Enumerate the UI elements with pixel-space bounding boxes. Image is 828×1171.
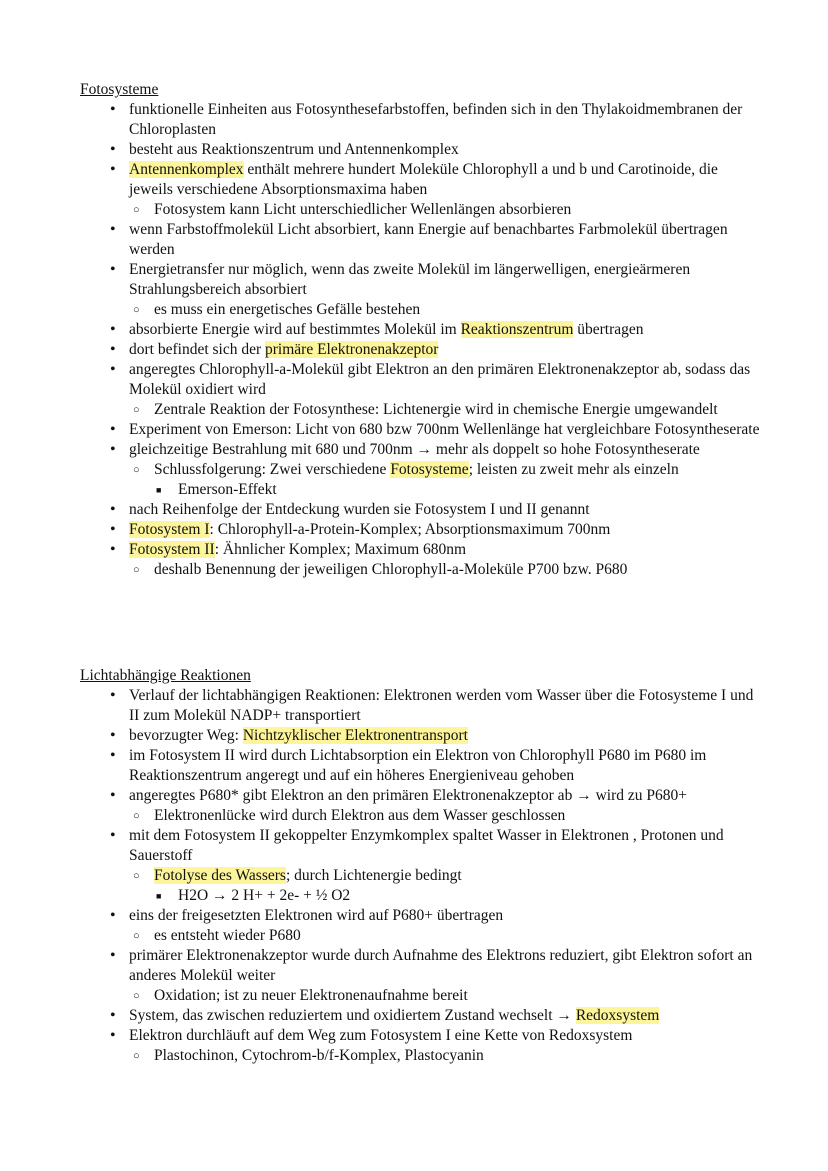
bullet-marker: •	[110, 341, 116, 358]
bullet-marker: •	[110, 361, 116, 378]
bullet-marker: •	[110, 161, 116, 178]
item-text: im Fotosystem II wird durch Lichtabsorption ein Elektron von Chlorophyll P680 im P680 im Reaktionszentrum angeregt und auf ein höheres Energieniveau gehoben	[129, 747, 707, 784]
section-heading: Lichtabhängige Reaktionen	[80, 667, 251, 684]
bullet-marker: •	[110, 1007, 116, 1024]
list-item	[80, 440, 760, 460]
list-item	[80, 726, 760, 746]
bullet-marker: •	[110, 947, 116, 964]
highlighted-term: Fotosystem II	[129, 541, 215, 558]
bullet-marker: ○	[133, 404, 140, 416]
bullet-marker: •	[110, 907, 116, 924]
bullet-marker: ○	[133, 990, 140, 1002]
item-text: Schlussfolgerung: Zwei verschiedene	[154, 461, 391, 478]
bullet-list	[80, 100, 760, 580]
bullet-marker: •	[110, 541, 116, 558]
bullet-marker: •	[110, 787, 116, 804]
bullet-marker: •	[110, 441, 116, 458]
section-heading: Fotosysteme	[80, 81, 159, 98]
bullet-marker: •	[110, 1027, 116, 1044]
bullet-marker: •	[110, 141, 116, 158]
bullet-marker: •	[110, 221, 116, 238]
item-text: Verlauf der lichtabhängigen Reaktionen: Elektronen werden vom Wasser über die Fotosysteme I und II zum Molekül NADP+ transportiert	[129, 687, 754, 724]
item-text: Experiment von Emerson: Licht von 680 bzw 700nm Wellenlänge hat vergleichbare Fotosyntheserate	[129, 421, 760, 438]
bullet-marker: ○	[133, 304, 140, 316]
highlighted-term: Antennenkomplex	[129, 161, 244, 178]
item-text: nach Reihenfolge der Entdeckung wurden sie Fotosystem I und II genannt	[129, 501, 590, 518]
item-text: ; leisten zu zweit mehr als einzeln	[468, 461, 679, 478]
bullet-marker: •	[110, 501, 116, 518]
list-item	[80, 340, 760, 360]
bullet-marker: •	[110, 747, 116, 764]
list-item	[80, 480, 760, 500]
highlighted-term: Fotosystem I	[129, 521, 210, 538]
item-text: primärer Elektronenakzeptor wurde durch Aufnahme des Elektrons reduziert, gibt Elektron sofort an anderes Molekül weiter	[129, 947, 753, 984]
list-item	[80, 806, 760, 826]
item-text: es entsteht wieder P680	[154, 927, 301, 944]
list-item	[80, 300, 760, 320]
item-text: Fotosystem kann Licht unterschiedlicher Wellenlängen absorbieren	[154, 201, 572, 218]
list-item	[80, 886, 760, 906]
bullet-marker: ○	[133, 564, 140, 576]
list-item	[80, 786, 760, 806]
list-item	[80, 1026, 760, 1046]
list-item	[80, 906, 760, 926]
list-item	[80, 926, 760, 946]
item-text: Zentrale Reaktion der Fotosynthese: Lichtenergie wird in chemische Energie umgewandelt	[154, 401, 718, 418]
list-item	[80, 746, 760, 786]
bullet-marker: ○	[133, 204, 140, 216]
item-text: Energietransfer nur möglich, wenn das zweite Molekül im längerwelligen, energieärmeren Strahlungsbereich absorbiert	[129, 261, 691, 298]
bullet-marker: ■	[156, 485, 162, 495]
item-text: funktionelle Einheiten aus Fotosynthesefarbstoffen, befinden sich in den Thylakoidmembranen der Chloroplasten	[129, 101, 743, 138]
bullet-marker: ○	[133, 870, 140, 882]
item-text: : Chlorophyll-a-Protein-Komplex; Absorptionsmaximum 700nm	[209, 521, 611, 538]
item-text: System, das zwischen reduziertem und oxidiertem Zustand wechselt →	[129, 1007, 576, 1024]
bullet-marker: ■	[156, 891, 162, 901]
highlighted-term: Fotosysteme	[390, 461, 469, 478]
list-item	[80, 220, 760, 260]
list-item	[80, 500, 760, 520]
bullet-marker: •	[110, 521, 116, 538]
item-text: Elektron durchläuft auf dem Weg zum Fotosystem I eine Kette von Redoxsystem	[129, 1027, 633, 1044]
item-text: Plastochinon, Cytochrom-b/f-Komplex, Plastocyanin	[154, 1047, 484, 1064]
list-item	[80, 400, 760, 420]
highlighted-term: Redoxsystem	[575, 1007, 660, 1024]
list-item	[80, 1046, 760, 1066]
list-item	[80, 520, 760, 540]
highlighted-term: Nichtzyklischer Elektronentransport	[242, 727, 468, 744]
bullet-marker: ○	[133, 930, 140, 942]
item-text: angeregtes P680* gibt Elektron an den primären Elektronenakzeptor ab → wird zu P680+	[129, 787, 687, 804]
list-item	[80, 946, 760, 986]
bullet-marker: •	[110, 727, 116, 744]
item-text: ; durch Lichtenergie bedingt	[285, 867, 462, 884]
bullet-marker: •	[110, 321, 116, 338]
item-text: übertragen	[573, 321, 644, 338]
list-item	[80, 986, 760, 1006]
item-text: : Ähnlicher Komplex; Maximum 680nm	[214, 541, 467, 558]
item-text: absorbierte Energie wird auf bestimmtes Molekül im	[129, 321, 461, 338]
list-item	[80, 540, 760, 560]
item-text: gleichzeitige Bestrahlung mit 680 und 700nm → mehr als doppelt so hohe Fotosyntheserate	[129, 441, 700, 458]
highlighted-term: Reaktionszentrum	[460, 321, 574, 338]
bullet-marker: ○	[133, 810, 140, 822]
bullet-marker: ○	[133, 1050, 140, 1062]
item-text: H2O → 2 H+ + 2e- + ½ O2	[178, 887, 351, 904]
item-text: angeregtes Chlorophyll-a-Molekül gibt Elektron an den primären Elektronenakzeptor ab, sodass das Molekül oxidiert wird	[129, 361, 751, 398]
item-text: deshalb Benennung der jeweiligen Chlorophyll-a-Moleküle P700 bzw. P680	[154, 561, 628, 578]
bullet-marker: •	[110, 827, 116, 844]
section-lichtabhaengige-reaktionen	[80, 666, 760, 1066]
item-text: es muss ein energetisches Gefälle bestehen	[154, 301, 421, 318]
item-text: dort befindet sich der	[129, 341, 266, 358]
item-text: besteht aus Reaktionszentrum und Antennenkomplex	[129, 141, 459, 158]
bullet-marker: •	[110, 421, 116, 438]
list-item	[80, 320, 760, 340]
list-item	[80, 420, 760, 440]
bullet-list	[80, 686, 760, 1066]
item-text: bevorzugter Weg:	[129, 727, 243, 744]
item-text: enthält mehrere hundert Moleküle Chlorophyll a und b und Carotinoide, die jeweils verschiedene Absorptionsmaxima haben	[129, 161, 718, 198]
highlighted-term: Fotolyse des Wassers	[154, 867, 286, 884]
highlighted-term: primäre Elektronenakzeptor	[265, 341, 439, 358]
list-item	[80, 260, 760, 300]
section-fotosysteme	[80, 80, 760, 580]
bullet-marker: ○	[133, 464, 140, 476]
bullet-marker: •	[110, 101, 116, 118]
list-item	[80, 200, 760, 220]
item-text: Elektronenlücke wird durch Elektron aus dem Wasser geschlossen	[154, 807, 566, 824]
list-item	[80, 460, 760, 480]
list-item	[80, 160, 760, 200]
list-item	[80, 140, 760, 160]
item-text: wenn Farbstoffmolekül Licht absorbiert, kann Energie auf benachbartes Farbmolekül übertragen werden	[129, 221, 728, 258]
item-text: mit dem Fotosystem II gekoppelter Enzymkomplex spaltet Wasser in Elektronen , Protonen und Sauerstoff	[129, 827, 724, 864]
list-item	[80, 1006, 760, 1026]
item-text: eins der freigesetzten Elektronen wird auf P680+ übertragen	[129, 907, 504, 924]
list-item	[80, 360, 760, 400]
list-item	[80, 560, 760, 580]
list-item	[80, 100, 760, 140]
item-text: Oxidation; ist zu neuer Elektronenaufnahme bereit	[154, 987, 468, 1004]
list-item	[80, 686, 760, 726]
list-item	[80, 866, 760, 886]
bullet-marker: •	[110, 687, 116, 704]
list-item	[80, 826, 760, 866]
item-text: Emerson-Effekt	[178, 481, 277, 498]
bullet-marker: •	[110, 261, 116, 278]
